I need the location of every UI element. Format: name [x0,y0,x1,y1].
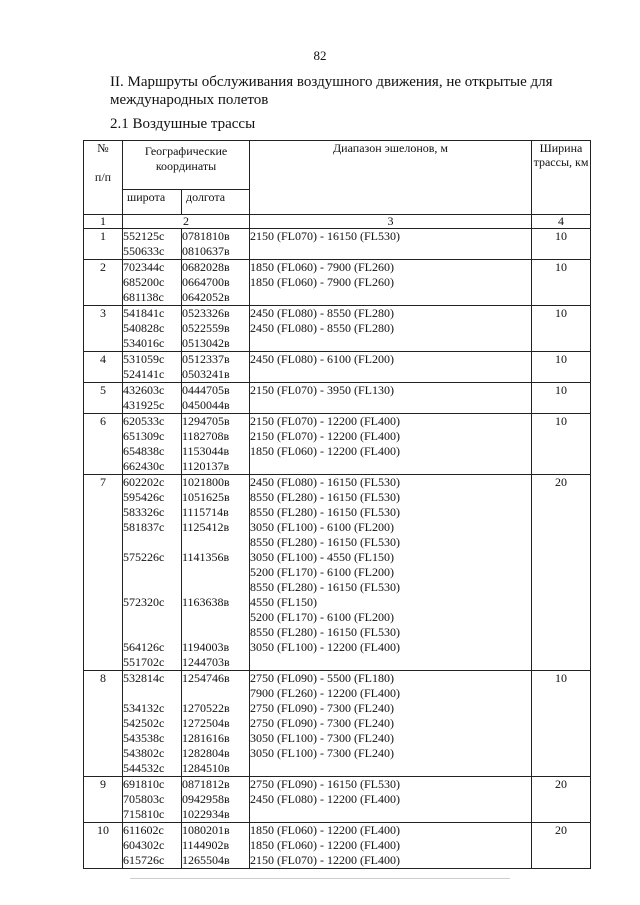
flight-level-range [250,367,531,382]
flight-level-range: 8550 (FL280) - 16150 (FL530) [250,535,401,549]
latitude-value: 654838с [123,444,165,458]
flight-level-range [250,244,531,259]
subsection-title: 2.1 Воздушные трассы [110,116,256,132]
page-number: 82 [313,48,327,63]
longitude-value: 1022934в [182,807,230,821]
route-number [84,352,123,383]
longitude-cell [182,414,250,475]
longitude-value: 0942958в [182,792,230,806]
route-number [84,823,123,869]
latitude-value: 575226с [123,550,165,564]
flight-level-range: 1850 (FL060) - 7900 (FL260) [250,275,395,289]
latitude-value: 702344с [123,260,165,274]
longitude-value: 1270522в [182,701,230,715]
route-number [84,229,123,260]
route-width-value: 10 [555,306,568,320]
route-width-value: 10 [555,229,568,243]
header-geo-coordinates: Географические координаты [123,141,250,190]
route-row [84,260,591,306]
latitude-value: 604302с [123,838,165,852]
flight-level-range: 7900 (FL260) - 12200 (FL400) [250,686,401,700]
longitude-value: 1120137в [182,459,230,473]
longitude-value: 0450044в [182,398,230,412]
longitude-value: 0810637в [182,244,230,258]
route-width-value: 10 [555,383,568,397]
flight-level-range: 2150 (FL070) - 12200 (FL400) [250,853,401,867]
latitude-value: 551702с [123,655,165,669]
flight-levels-cell [250,671,532,777]
longitude-value: 1294705в [182,414,230,428]
longitude-value: 0512337в [182,352,230,366]
flight-level-range: 2750 (FL090) - 7300 (FL240) [250,716,395,730]
flight-level-range: 2750 (FL090) - 16150 (FL530) [250,777,401,791]
longitude-value [182,610,249,625]
latitude-value: 681138с [123,290,164,304]
latitude-value: 531059с [123,352,165,366]
header-route-width: Ширина трассы, км [532,141,591,215]
longitude-value: 1080201в [182,823,230,837]
latitude-value: 564126с [123,640,165,654]
longitude-value: 1021800в [182,475,230,489]
route-number-value: 5 [100,383,106,397]
latitude-cell [123,352,182,383]
latitude-value: 543538с [123,731,165,745]
route-number [84,777,123,823]
route-number-value: 7 [100,475,106,489]
latitude-value: 541841с [123,306,165,320]
longitude-value: 1115714в [182,505,229,519]
header-number-symbol: № [97,141,109,155]
flight-level-range: 8550 (FL280) - 16150 (FL530) [250,505,401,519]
longitude-value [182,580,249,595]
route-number-value: 8 [100,671,106,685]
flight-levels-cell [250,823,532,869]
route-width [532,475,591,671]
flight-levels-cell [250,260,532,306]
flight-level-range: 8550 (FL280) - 16150 (FL530) [250,490,401,504]
longitude-value: 0444705в [182,383,230,397]
flight-levels-cell [250,352,532,383]
latitude-value: 431925с [123,398,165,412]
route-width-value: 20 [555,777,568,791]
longitude-cell [182,229,250,260]
route-width [532,306,591,352]
section-title: II. Маршруты обслуживания воздушного движения, не открытые для международных полетов [110,74,553,108]
route-width [532,352,591,383]
route-number [84,260,123,306]
longitude-value: 1272504в [182,716,230,730]
latitude-value: 572320с [123,595,165,609]
flight-level-range: 2450 (FL080) - 6100 (FL200) [250,352,395,366]
longitude-value: 1281616в [182,731,230,745]
longitude-cell [182,383,250,414]
flight-level-range: 8550 (FL280) - 16150 (FL530) [250,625,401,639]
latitude-value: 550633с [123,244,165,258]
latitude-value: 543802с [123,746,165,760]
longitude-value [182,565,249,580]
latitude-cell [123,823,182,869]
latitude-value [123,625,181,640]
route-row [84,352,591,383]
latitude-value: 532814с [123,671,165,685]
flight-level-range: 4550 (FL150) [250,595,318,609]
footer-scan-line [130,878,510,879]
route-width [532,414,591,475]
flight-level-range: 1850 (FL060) - 12200 (FL400) [250,823,401,837]
header-flight-levels: Диапазон эшелонов, м [250,141,532,215]
flight-level-range: 2750 (FL090) - 5500 (FL180) [250,671,395,685]
route-width [532,229,591,260]
route-width [532,260,591,306]
latitude-value [123,535,181,550]
latitude-value: 524141с [123,367,165,381]
route-number-value: 9 [100,777,106,791]
route-row [84,475,591,671]
column-index: 4 [532,215,591,229]
flight-level-range: 1850 (FL060) - 12200 (FL400) [250,444,401,458]
longitude-value: 1244703в [182,655,230,669]
route-number [84,475,123,671]
longitude-value: 0503241в [182,367,230,381]
latitude-cell [123,260,182,306]
latitude-value: 685200с [123,275,165,289]
route-rows [84,229,591,869]
route-width-value: 10 [555,671,568,685]
column-index: 1 [84,215,123,229]
routes-table [83,140,591,869]
header-latitude: широта [123,190,182,215]
latitude-cell [123,306,182,352]
latitude-cell [123,414,182,475]
route-width-value: 20 [555,823,568,837]
latitude-cell [123,383,182,414]
flight-level-range: 3050 (FL100) - 7300 (FL240) [250,746,395,760]
route-number [84,383,123,414]
longitude-value: 1194003в [182,640,230,654]
latitude-value: 662430с [123,459,165,473]
route-row [84,383,591,414]
longitude-value: 0664700в [182,275,230,289]
flight-levels-cell [250,229,532,260]
flight-level-range [250,398,531,413]
route-number-value: 3 [100,306,106,320]
longitude-value: 1051625в [182,490,230,504]
route-width [532,671,591,777]
flight-level-range: 2150 (FL070) - 12200 (FL400) [250,429,401,443]
latitude-value: 534016с [123,336,165,350]
flight-levels-cell [250,414,532,475]
latitude-value [123,610,181,625]
route-row [84,414,591,475]
latitude-value [123,580,181,595]
route-number-value: 4 [100,352,106,366]
latitude-cell [123,671,182,777]
flight-level-range: 2150 (FL070) - 16150 (FL530) [250,229,401,243]
flight-level-range: 2450 (FL080) - 8550 (FL280) [250,321,395,335]
flight-level-range: 2450 (FL080) - 16150 (FL530) [250,475,401,489]
longitude-value: 1282804в [182,746,230,760]
flight-level-range [250,807,531,822]
route-row [84,671,591,777]
longitude-value [182,686,249,701]
flight-level-range [250,336,531,351]
flight-level-range: 2450 (FL080) - 8550 (FL280) [250,306,395,320]
flight-level-range: 2450 (FL080) - 12200 (FL400) [250,792,401,806]
flight-levels-cell [250,475,532,671]
flight-level-range: 3050 (FL100) - 4550 (FL150) [250,550,395,564]
flight-level-range: 2750 (FL090) - 7300 (FL240) [250,701,395,715]
route-width-value: 10 [555,414,568,428]
flight-level-range [250,761,531,776]
flight-level-range: 8550 (FL280) - 16150 (FL530) [250,580,401,594]
route-row [84,823,591,869]
route-width [532,777,591,823]
longitude-value: 1265504в [182,853,230,867]
route-row [84,229,591,260]
flight-level-range: 3050 (FL100) - 7300 (FL240) [250,731,395,745]
flight-level-range: 3050 (FL100) - 6100 (FL200) [250,520,395,534]
latitude-value: 651309с [123,429,165,443]
latitude-value: 602202с [123,475,165,489]
longitude-value: 0682028в [182,260,230,274]
route-row [84,777,591,823]
route-number-value: 6 [100,414,106,428]
route-width-value: 10 [555,260,568,274]
longitude-value: 1254746в [182,671,230,685]
longitude-value: 0513042в [182,336,230,350]
longitude-value: 1153044в [182,444,230,458]
route-width-value: 10 [555,352,568,366]
column-index: 3 [250,215,532,229]
flight-level-range: 2150 (FL070) - 12200 (FL400) [250,414,401,428]
longitude-value: 0522559в [182,321,230,335]
flight-level-range [250,655,531,670]
latitude-value: 534132с [123,701,165,715]
column-index-row [84,215,591,229]
longitude-cell [182,306,250,352]
longitude-value: 0871812в [182,777,230,791]
latitude-cell [123,475,182,671]
flight-level-range: 1850 (FL060) - 7900 (FL260) [250,260,395,274]
route-number [84,306,123,352]
longitude-cell [182,671,250,777]
flight-level-range: 1850 (FL060) - 12200 (FL400) [250,838,401,852]
latitude-cell [123,229,182,260]
latitude-value: 595426с [123,490,165,504]
longitude-value [182,535,249,550]
flight-level-range: 2150 (FL070) - 3950 (FL130) [250,383,395,397]
flight-level-range [250,459,531,474]
longitude-value: 1163638в [182,595,230,609]
longitude-cell [182,260,250,306]
route-number-value: 2 [100,260,106,274]
latitude-value: 615726с [123,853,165,867]
flight-level-range: 3050 (FL100) - 12200 (FL400) [250,640,401,654]
latitude-value: 715810с [123,807,165,821]
latitude-value: 552125с [123,229,165,243]
longitude-value [182,625,249,640]
longitude-cell [182,823,250,869]
latitude-cell [123,777,182,823]
latitude-value: 540828с [123,321,165,335]
latitude-value: 544532с [123,761,165,775]
route-number [84,671,123,777]
route-number-value: 10 [97,823,109,837]
header-number [84,141,123,215]
route-number-value: 1 [100,229,106,243]
latitude-value: 542502с [123,716,165,730]
latitude-value: 620533с [123,414,165,428]
header-number-abbr: п/п [94,170,112,184]
latitude-value: 583326с [123,505,165,519]
longitude-cell [182,777,250,823]
route-width [532,823,591,869]
longitude-value: 0523326в [182,306,230,320]
route-number [84,414,123,475]
longitude-value: 1182708в [182,429,230,443]
longitude-value: 1141356в [182,550,230,564]
latitude-value: 611602с [123,823,164,837]
flight-levels-cell [250,383,532,414]
latitude-value: 705803с [123,792,165,806]
latitude-value [123,565,181,580]
latitude-value: 691810с [123,777,165,791]
longitude-value: 0642052в [182,290,230,304]
flight-level-range [250,290,531,305]
longitude-value: 1144902в [182,838,230,852]
latitude-value: 432603с [123,383,165,397]
flight-levels-cell [250,777,532,823]
longitude-cell [182,475,250,671]
route-row [84,306,591,352]
longitude-cell [182,352,250,383]
longitude-value: 0781810в [182,229,230,243]
route-width [532,383,591,414]
header-longitude: долгота [182,190,250,215]
column-index: 2 [123,215,250,229]
flight-level-range: 5200 (FL170) - 6100 (FL200) [250,565,395,579]
latitude-value: 581837с [123,520,165,534]
route-width-value: 20 [555,475,568,489]
flight-levels-cell [250,306,532,352]
longitude-value: 1284510в [182,761,230,775]
longitude-value: 1125412в [182,520,230,534]
latitude-value [123,686,181,701]
flight-level-range: 5200 (FL170) - 6100 (FL200) [250,610,395,624]
